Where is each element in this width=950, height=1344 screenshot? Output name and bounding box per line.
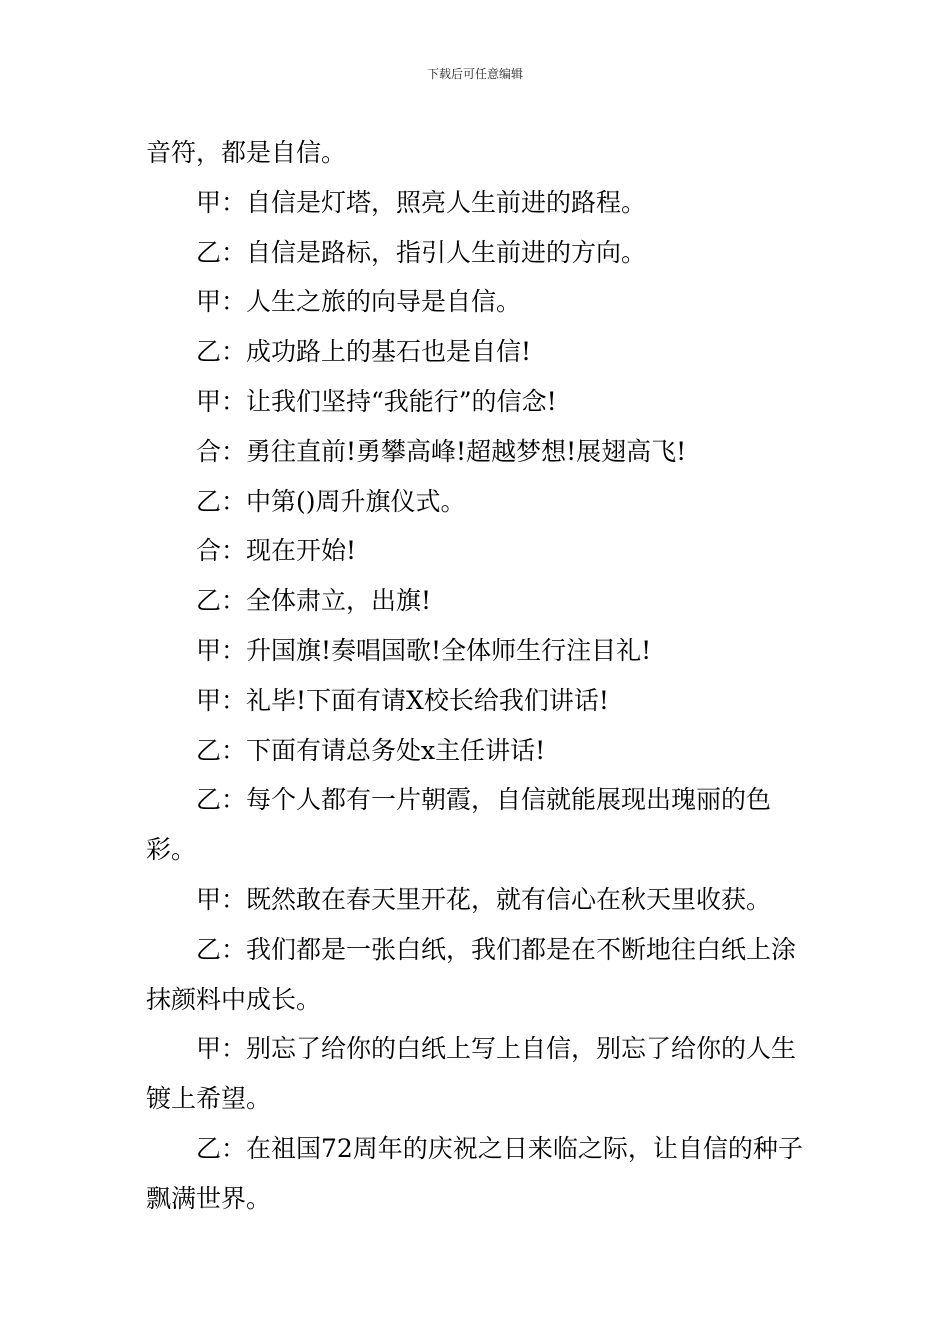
paragraph: 乙：成功路上的基石也是自信! [196,337,532,367]
paragraph: 甲：既然敢在春天里开花，就有信心在秋天里收获。 [196,884,772,914]
paragraph: 音符，都是自信。 [146,138,347,167]
paragraph: 甲：让我们坚持“我能行”的信念! [196,386,557,416]
paragraph: 甲：别忘了给你的白纸上写上自信，别忘了给你的人生镀上希望。 [146,1034,797,1114]
paragraph: 乙：下面有请总务处x主任讲话! [196,735,546,765]
page-header: 下载后可任意编辑 [426,67,523,81]
paragraph: 甲：升国旗!奏唱国歌!全体师生行注目礼! [196,635,652,665]
paragraph: 乙：我们都是一张白纸，我们都是在不断地往白纸上涂抹颜料中成长。 [146,934,797,1014]
paragraph: 乙：中第()周升旗仪式。 [196,486,466,516]
paragraph: 乙：全体肃立，出旗! [196,586,432,616]
paragraph: 甲：自信是灯塔，照亮人生前进的路程。 [196,187,647,217]
paragraph: 合：勇往直前!勇攀高峰!超越梦想!展翅高飞! [196,436,687,466]
document-body [146,128,806,1224]
paragraph: 乙：每个人都有一片朝霞，自信就能展现出瑰丽的色彩。 [146,785,772,865]
paragraph: 合：现在开始! [196,536,357,566]
paragraph: 甲：礼毕!下面有请X校长给我们讲话! [196,685,609,715]
paragraph: 甲：人生之旅的向导是自信。 [196,287,522,317]
paragraph: 乙：在祖国72周年的庆祝之日来临之际，让自信的种子飘满世界。 [146,1133,803,1213]
paragraph: 乙：自信是路标，指引人生前进的方向。 [196,237,647,267]
